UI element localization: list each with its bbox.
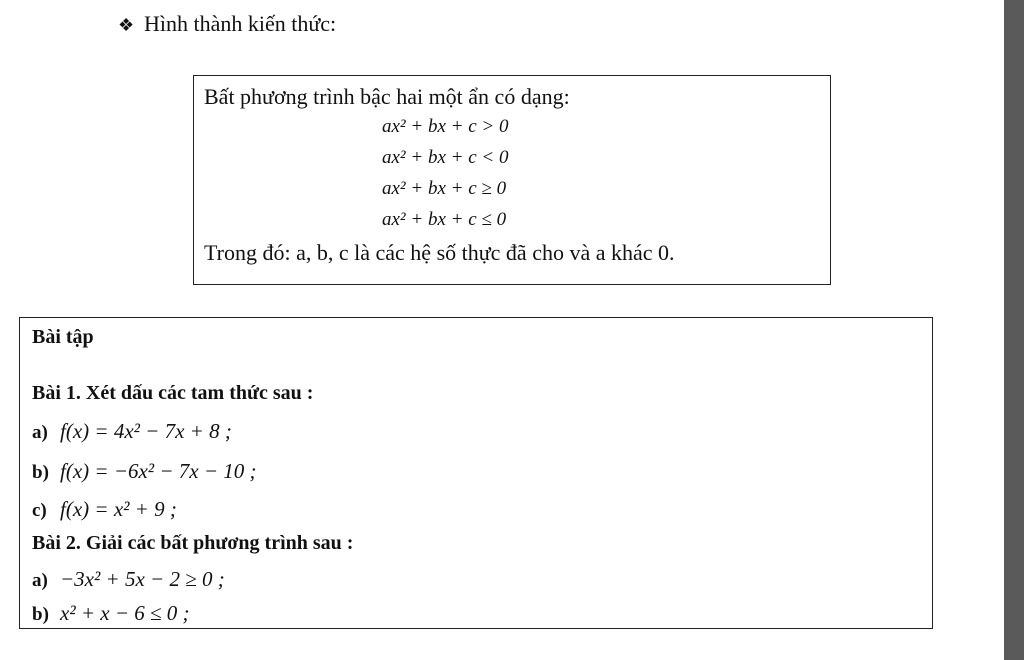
bai1-item-a: [32, 416, 232, 448]
item-label: a): [32, 570, 48, 591]
bai2-item-b: [32, 598, 190, 630]
item-expression: −3x² + 5x − 2 ≥ 0 ;: [60, 567, 225, 591]
theory-box: [193, 75, 831, 285]
exercise-box: [19, 317, 933, 629]
section-heading-text: Hình thành kiến thức:: [144, 11, 337, 36]
formula-greater: ax² + bx + c > 0: [382, 116, 509, 137]
item-label: b): [32, 462, 49, 483]
theory-note: Trong đó: a, b, c là các hệ số thực đã cho và a khác 0.: [204, 240, 675, 265]
formula-less: ax² + bx + c < 0: [382, 147, 509, 168]
item-expression: f(x) = x² + 9 ;: [60, 497, 177, 521]
item-expression: f(x) = 4x² − 7x + 8 ;: [60, 419, 232, 443]
vertical-scrollbar[interactable]: [1004, 0, 1024, 660]
formula-less-equal: ax² + bx + c ≤ 0: [382, 209, 507, 230]
formula-greater-equal: ax² + bx + c ≥ 0: [382, 178, 507, 199]
bai2-title: Bài 2. Giải các bất phương trình sau :: [32, 532, 354, 554]
theory-intro: Bất phương trình bậc hai một ẩn có dạng:: [204, 84, 570, 109]
item-label: b): [32, 604, 49, 625]
section-heading: [118, 6, 336, 43]
bai1-item-b: [32, 456, 257, 488]
bai1-title: Bài 1. Xét dấu các tam thức sau :: [32, 382, 314, 404]
item-label: a): [32, 422, 48, 443]
item-expression: x² + x − 6 ≤ 0 ;: [60, 601, 190, 625]
diamond-bullet-icon: ❖: [118, 15, 135, 35]
item-expression: f(x) = −6x² − 7x − 10 ;: [60, 459, 257, 483]
bai2-item-a: [32, 564, 225, 596]
bai1-item-c: [32, 494, 177, 526]
item-label: c): [32, 500, 47, 521]
exercise-title: Bài tập: [32, 326, 94, 348]
